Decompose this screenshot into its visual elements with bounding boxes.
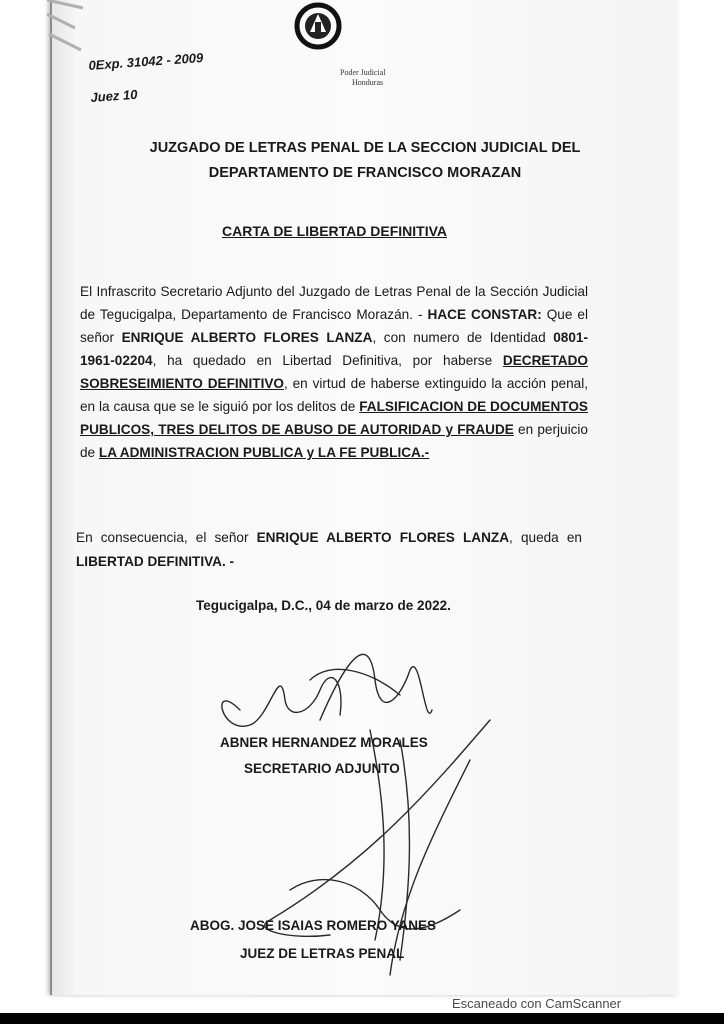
body-line: en la causa que se le siguió por los delitos de FALSIFICACION DE DOCUMENTOS [80,399,588,414]
signer-2-name: ABOG. JOSE ISAIAS ROMERO YANES [190,918,437,933]
body-line: de LA ADMINISTRACION PUBLICA y LA FE PUBLICA.- [80,445,430,460]
body-line: señor ENRIQUE ALBERTO FLORES LANZA, con numero de Identidad 0801- [80,330,588,345]
body-line: En consecuencia, el señor ENRIQUE ALBERTO FLORES LANZA, queda en [76,530,582,545]
body-line: PUBLICOS, TRES DELITOS DE ABUSO DE AUTORIDAD y FRAUDE en perjuicio [80,422,588,437]
case-number: 0Exp. 31042 - 2009 [88,49,204,73]
scanner-watermark: Escaneado con CamScanner [452,996,622,1011]
signer-1-role: SECRETARIO ADJUNTO [244,761,400,776]
paper-fold-mark [45,0,85,60]
body-line: de Tegucigalpa, Departamento de Francisco Morazán. - HACE CONSTAR: Que el [80,307,588,322]
place-and-date: Tegucigalpa, D.C., 04 de marzo de 2022. [196,598,451,613]
judicial-seal-icon [282,2,356,50]
seal-caption-line1: Poder Judicial [340,68,386,77]
court-heading-line2: DEPARTAMENTO DE FRANCISCO MORAZAN [208,165,522,181]
judicial-seal [282,2,356,64]
signer-2-role: JUEZ DE LETRAS PENAL [240,946,405,961]
body-line: SOBRESEIMIENTO DEFINITIVO, en virtud de haberse extinguido la acción penal, [80,376,588,391]
body-line: El Infrascrito Secretario Adjunto del Juzgado de Letras Penal de la Sección Judicial [80,284,588,299]
court-heading-line1: JUZGADO DE LETRAS PENAL DE LA SECCION JUDICIAL DEL [149,140,581,156]
court-number: Juez 10 [90,86,138,105]
seal-caption-line2: Honduras [352,78,384,87]
document-title: CARTA DE LIBERTAD DEFINITIVA [222,223,448,239]
signer-1-name: ABNER HERNANDEZ MORALES [220,735,428,750]
body-line: LIBERTAD DEFINITIVA. - [76,554,235,569]
bottom-bar [0,1013,724,1024]
body-line: 1961-02204, ha quedado en Libertad Definitiva, por haberse DECRETADO [80,353,588,368]
